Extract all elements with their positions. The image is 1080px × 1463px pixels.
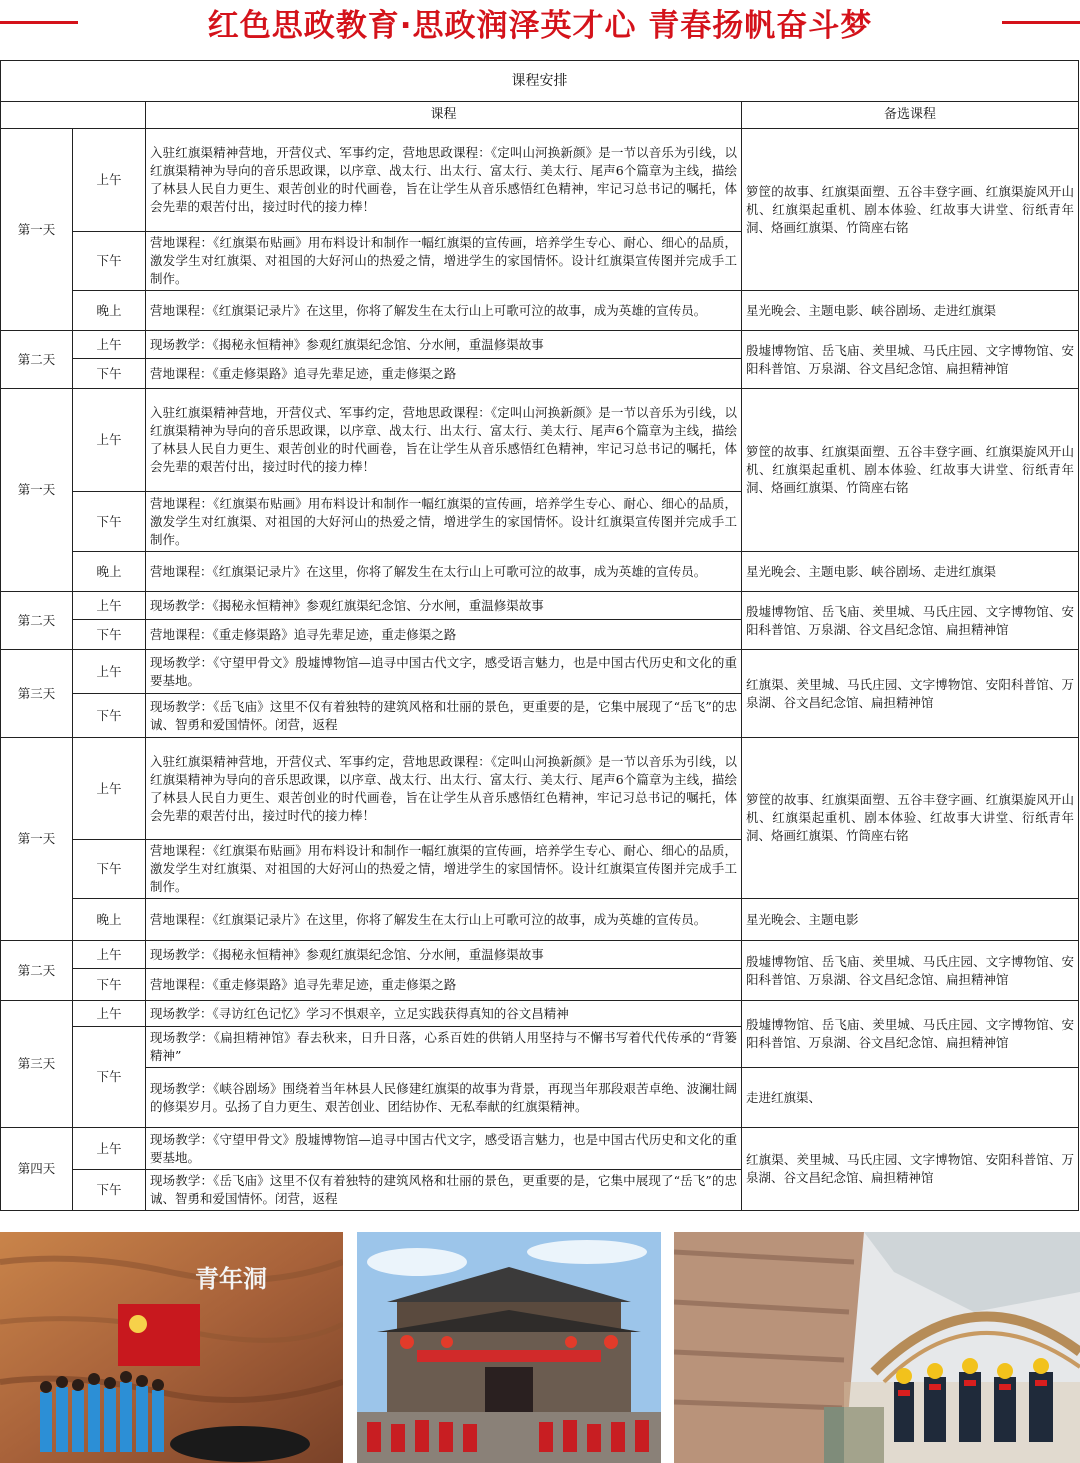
- optional-cell: 星光晚会、主题电影、峡谷剧场、走进红旗渠: [742, 552, 1079, 592]
- slot-cell: 下午: [73, 232, 146, 291]
- slot-cell: 下午: [73, 969, 146, 1001]
- optional-cell: 殷墟博物馆、岳飞庙、羑里城、马氏庄园、文字博物馆、安阳科普馆、万泉湖、谷文昌纪念馆、扁担精神馆: [742, 592, 1079, 650]
- course-cell: 现场教学：《峡谷剧场》围绕着当年林县人民修建红旗渠的故事为背景，再现当年那段艰苦卓绝、波澜壮阔的修渠岁月。弘扬了自力更生、艰苦创业、团结协作、无私奉献的红旗渠精神。: [146, 1068, 742, 1128]
- slot-cell: 上午: [73, 1128, 146, 1170]
- day-cell: 第二天: [1, 592, 73, 650]
- slot-cell: 上午: [73, 738, 146, 840]
- course-cell: 营地课程：《重走修渠路》追寻先辈足迹，重走修渠之路: [146, 359, 742, 389]
- slot-cell: 上午: [73, 129, 146, 232]
- course-cell: 入驻红旗渠精神营地，开营仪式、军事约定，营地思政课程：《定叫山河换新颜》是一节以音乐为引线，以红旗渠精神为导向的音乐思政课，以序章、战太行、出太行、富太行、美太行、尾声6个篇章为主线，描绘了林县人民自力更生、艰苦创业的时代画卷，旨在让学生从音乐感悟红色精神，牢记习总书记的嘱托，体会先辈的艰苦付出，接过时代的接力棒！: [146, 389, 742, 492]
- course-cell: 营地课程：《红旗渠记录片》在这里，你将了解发生在太行山上可歌可泣的故事，成为英雄的宣传员。: [146, 291, 742, 331]
- day-cell: 第三天: [1, 650, 73, 738]
- photo-temple-students: [357, 1232, 661, 1463]
- slot-cell: 上午: [73, 331, 146, 359]
- optional-cell: 箩筐的故事、红旗渠面塑、五谷丰登字画、红旗渠旋风开山机、红旗渠起重机、剧本体验、红故事大讲堂、衍纸青年洞、烙画红旗渠、竹筒座右铭: [742, 129, 1079, 291]
- top-banner: [0, 0, 1080, 44]
- slot-cell: 上午: [73, 650, 146, 694]
- table-header-blank: [1, 102, 146, 129]
- day-cell: 第一天: [1, 129, 73, 331]
- course-cell: 现场教学：《守望甲骨文》殷墟博物馆—追寻中国古代文字，感受语言魅力，也是中国古代历史和文化的重要基地。: [146, 1128, 742, 1170]
- optional-cell: 殷墟博物馆、岳飞庙、羑里城、马氏庄园、文字博物馆、安阳科普馆、万泉湖、谷文昌纪念馆、扁担精神馆: [742, 331, 1079, 389]
- column-header-optional: 备选课程: [742, 102, 1079, 129]
- slot-cell: 晚上: [73, 899, 146, 941]
- photo-strip: [0, 1232, 1080, 1463]
- slot-cell: 下午: [73, 492, 146, 552]
- column-header-course: 课程: [146, 102, 742, 129]
- day-cell: 第一天: [1, 738, 73, 941]
- course-cell: 入驻红旗渠精神营地，开营仪式、军事约定，营地思政课程：《定叫山河换新颜》是一节以音乐为引线，以红旗渠精神为导向的音乐思政课，以序章、战太行、出太行、富太行、美太行、尾声6个篇章为主线，描绘了林县人民自力更生、艰苦创业的时代画卷，旨在让学生从音乐感悟红色精神，牢记习总书记的嘱托，体会先辈的艰苦付出，接过时代的接力棒！: [146, 738, 742, 840]
- course-cell: 现场教学：《揭秘永恒精神》参观红旗渠纪念馆、分水闸，重温修渠故事: [146, 331, 742, 359]
- slot-cell: 下午: [73, 359, 146, 389]
- photo-sign-text: 青年洞: [195, 1264, 267, 1293]
- course-cell: 营地课程：《红旗渠记录片》在这里，你将了解发生在太行山上可歌可泣的故事，成为英雄的宣传员。: [146, 552, 742, 592]
- optional-cell: 星光晚会、主题电影、峡谷剧场、走进红旗渠: [742, 291, 1079, 331]
- optional-cell: 殷墟博物馆、岳飞庙、羑里城、马氏庄园、文字博物馆、安阳科普馆、万泉湖、谷文昌纪念馆、扁担精神馆: [742, 1001, 1079, 1068]
- slot-cell: 下午: [73, 840, 146, 899]
- course-cell: 现场教学：《揭秘永恒精神》参观红旗渠纪念馆、分水闸，重温修渠故事: [146, 592, 742, 620]
- slot-cell: 晚上: [73, 291, 146, 331]
- optional-cell: 殷墟博物馆、岳飞庙、羑里城、马氏庄园、文字博物馆、安阳科普馆、万泉湖、谷文昌纪念馆、扁担精神馆: [742, 941, 1079, 1001]
- slot-cell: 上午: [73, 941, 146, 969]
- day-cell: 第一天: [1, 389, 73, 592]
- course-cell: 营地课程：《红旗渠布贴画》用布料设计和制作一幅红旗渠的宣传画，培养学生专心、耐心、细心的品质，激发学生对红旗渠、对祖国的大好河山的热爱之情，增进学生的家国情怀。设计红旗渠宣传图并完成手工制作。: [146, 492, 742, 552]
- optional-cell: 星光晚会、主题电影: [742, 899, 1079, 941]
- course-cell: 营地课程：《红旗渠记录片》在这里，你将了解发生在太行山上可歌可泣的故事，成为英雄的宣传员。: [146, 899, 742, 941]
- optional-cell: 箩筐的故事、红旗渠面塑、五谷丰登字画、红旗渠旋风开山机、红旗渠起重机、剧本体验、红故事大讲堂、衍纸青年洞、烙画红旗渠、竹筒座右铭: [742, 389, 1079, 552]
- banner-rule-left: [0, 21, 78, 24]
- party-flag-board: [118, 1304, 200, 1366]
- course-cell: 现场教学：《扁担精神馆》春去秋来，日升日落，心系百姓的供销人用坚持与不懈书写着代代传承的“背篓精神”: [146, 1027, 742, 1068]
- slot-cell: 上午: [73, 389, 146, 492]
- slot-cell: 下午: [73, 1027, 146, 1128]
- banner-rule-right: [1002, 21, 1080, 24]
- course-cell: 现场教学：《揭秘永恒精神》参观红旗渠纪念馆、分水闸，重温修渠故事: [146, 941, 742, 969]
- course-cell: 营地课程：《红旗渠布贴画》用布料设计和制作一幅红旗渠的宣传画，培养学生专心、耐心、细心的品质，激发学生对红旗渠、对祖国的大好河山的热爱之情，增进学生的家国情怀。设计红旗渠宣传图并完成手工制作。: [146, 840, 742, 899]
- course-cell: 营地课程：《重走修渠路》追寻先辈足迹，重走修渠之路: [146, 969, 742, 1001]
- course-cell: 营地课程：《重走修渠路》追寻先辈足迹，重走修渠之路: [146, 620, 742, 650]
- optional-cell: 红旗渠、羑里城、马氏庄园、文字博物馆、安阳科普馆、万泉湖、谷文昌纪念馆、扁担精神馆: [742, 1128, 1079, 1211]
- day-cell: 第二天: [1, 331, 73, 389]
- slot-cell: 上午: [73, 592, 146, 620]
- photo-canyon-walkway: [674, 1232, 1080, 1463]
- course-cell: 现场教学：《守望甲骨文》殷墟博物馆—追寻中国古代文字，感受语言魅力，也是中国古代历史和文化的重要基地。: [146, 650, 742, 694]
- slot-cell: 下午: [73, 694, 146, 738]
- banner-title: 红色思政教育·思政润泽英才心 青春扬帆奋斗梦: [207, 7, 873, 44]
- day-cell: 第二天: [1, 941, 73, 1001]
- course-cell: 营地课程：《红旗渠布贴画》用布料设计和制作一幅红旗渠的宣传画，培养学生专心、耐心、细心的品质，激发学生对红旗渠、对祖国的大好河山的热爱之情，增进学生的家国情怀。设计红旗渠宣传图并完成手工制作。: [146, 232, 742, 291]
- photo-youth-tunnel: [0, 1232, 343, 1463]
- schedule-table: [0, 60, 1079, 1211]
- day-cell: 第三天: [1, 1001, 73, 1128]
- slot-cell: 上午: [73, 1001, 146, 1027]
- table-heading: 课程安排: [1, 61, 1079, 102]
- slot-cell: 晚上: [73, 552, 146, 592]
- course-cell: 入驻红旗渠精神营地，开营仪式、军事约定，营地思政课程：《定叫山河换新颜》是一节以音乐为引线，以红旗渠精神为导向的音乐思政课，以序章、战太行、出太行、富太行、美太行、尾声6个篇章为主线，描绘了林县人民自力更生、艰苦创业的时代画卷，旨在让学生从音乐感悟红色精神，牢记习总书记的嘱托，体会先辈的艰苦付出，接过时代的接力棒！: [146, 129, 742, 232]
- optional-cell: 走进红旗渠、: [742, 1068, 1079, 1128]
- optional-cell: 箩筐的故事、红旗渠面塑、五谷丰登字画、红旗渠旋风开山机、红旗渠起重机、剧本体验、红故事大讲堂、衍纸青年洞、烙画红旗渠、竹筒座右铭: [742, 738, 1079, 899]
- course-cell: 现场教学：《岳飞庙》这里不仅有着独特的建筑风格和壮丽的景色，更重要的是，它集中展现了“岳飞”的忠诚、智勇和爱国情怀。闭营，返程: [146, 694, 742, 738]
- course-cell: 现场教学：《寻访红色记忆》学习不惧艰辛，立足实践获得真知的谷文昌精神: [146, 1001, 742, 1027]
- slot-cell: 下午: [73, 1170, 146, 1211]
- course-cell: 现场教学：《岳飞庙》这里不仅有着独特的建筑风格和壮丽的景色，更重要的是，它集中展现了“岳飞”的忠诚、智勇和爱国情怀。闭营，返程: [146, 1170, 742, 1211]
- optional-cell: 红旗渠、羑里城、马氏庄园、文字博物馆、安阳科普馆、万泉湖、谷文昌纪念馆、扁担精神馆: [742, 650, 1079, 738]
- day-cell: 第四天: [1, 1128, 73, 1211]
- slot-cell: 下午: [73, 620, 146, 650]
